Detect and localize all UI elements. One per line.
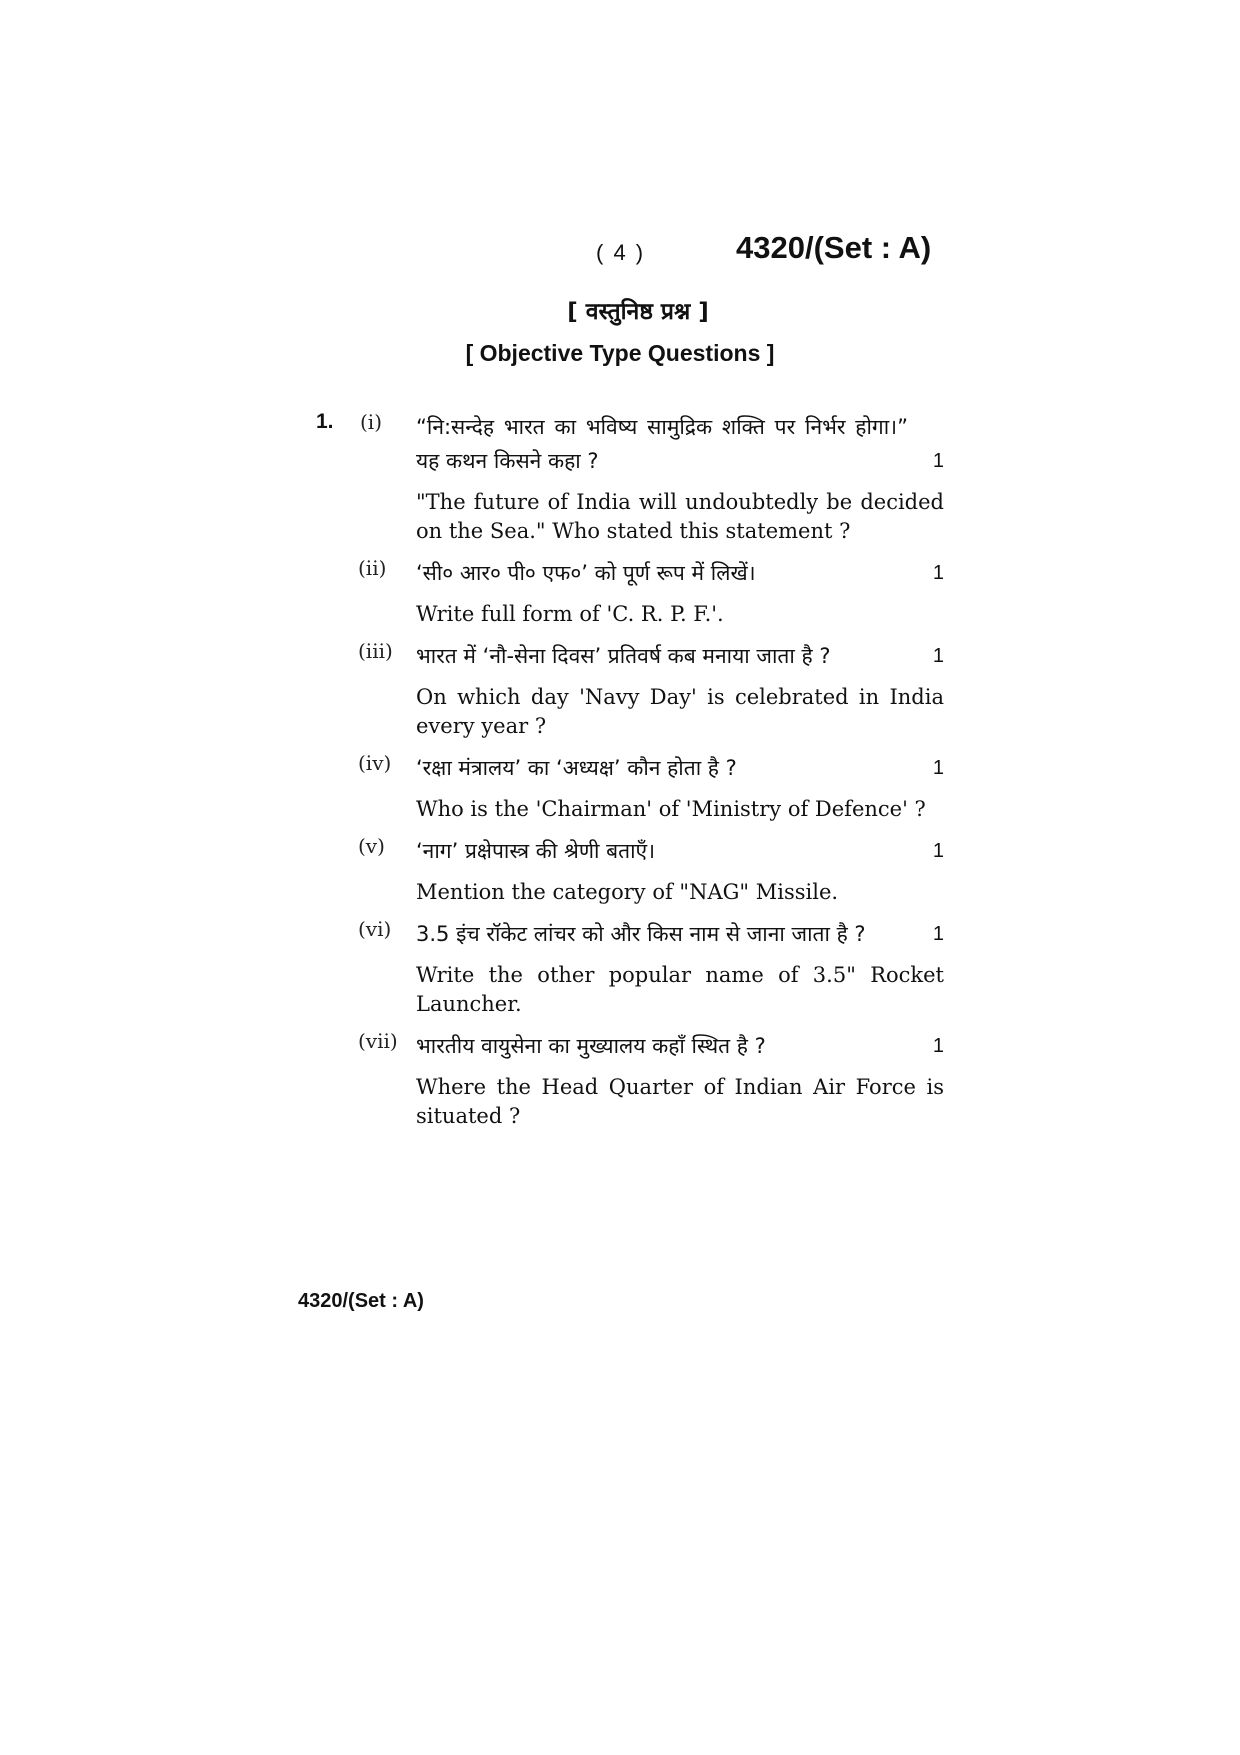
- question-text-hindi-content: ‘सी० आर० पी० एफ०’ को पूर्ण रूप में लिखें।: [416, 561, 756, 585]
- question-text-english: Write full form of 'C. R. P. F.'.: [416, 602, 724, 626]
- question-marks: 1: [932, 450, 944, 472]
- paper-code-footer: 4320/(Set : A): [298, 1290, 424, 1312]
- question-text-hindi-content: ‘नाग’ प्रक्षेपास्त्र की श्रेणी बताएँ।: [416, 839, 656, 863]
- page-number: ( 4 ): [596, 240, 646, 265]
- question-item: [316, 751, 944, 824]
- question-text-english: Where the Head Quarter of Indian Air Force is situated ?: [416, 1075, 944, 1128]
- paper-code-header: 4320/(Set : A): [736, 230, 932, 265]
- question-text-hindi-content: भारत में ‘नौ-सेना दिवस’ प्रतिवर्ष कब मनाया जाता है ?: [416, 644, 831, 668]
- question-text-hindi: [416, 410, 944, 478]
- question-text-hindi-content: भारतीय वायुसेना का मुख्यालय कहाँ स्थित है ?: [416, 1034, 766, 1058]
- question-label: (vii): [358, 1029, 398, 1053]
- question-label: (i): [360, 410, 383, 434]
- question-text-english: Write the other popular name of 3.5" Rocket Launcher.: [416, 963, 944, 1016]
- question-text-english: "The future of India will undoubtedly be decided on the Sea." Who stated this statement ?: [416, 490, 944, 543]
- question-text-english: Mention the category of "NAG" Missile.: [416, 880, 839, 904]
- question-text-english: Who is the 'Chairman' of 'Ministry of Defence' ?: [416, 797, 926, 821]
- section-title-hindi: [ वस्तुनिष्ठ प्रश्न ]: [567, 299, 709, 325]
- question-list: [316, 410, 944, 1141]
- question-text-hindi-content: “नि:सन्देह भारत का भविष्य सामुद्रिक शक्ति पर निर्भर होगा।” यह कथन किसने कहा ?: [416, 415, 908, 473]
- question-label: (ii): [358, 556, 387, 580]
- question-text-hindi: [416, 556, 944, 590]
- question-text-hindi-content: ‘रक्षा मंत्रालय’ का ‘अध्यक्ष’ कौन होता है ?: [416, 756, 737, 780]
- question-item: [316, 917, 944, 1019]
- question-label: (iv): [358, 751, 392, 775]
- question-text-hindi: [416, 639, 944, 673]
- question-text-hindi: [416, 751, 944, 785]
- question-label: (iii): [358, 639, 393, 663]
- question-marks: 1: [932, 840, 944, 862]
- question-label: (v): [358, 834, 385, 858]
- question-text-english: On which day 'Navy Day' is celebrated in India every year ?: [416, 685, 944, 738]
- question-number: 1.: [316, 410, 334, 433]
- question-marks: 1: [932, 923, 944, 945]
- question-text-hindi-content: 3.5 इंच रॉकेट लांचर को और किस नाम से जाना जाता है ?: [416, 922, 866, 946]
- question-marks: 1: [932, 562, 944, 584]
- question-label: (vi): [358, 917, 392, 941]
- question-marks: 1: [932, 757, 944, 779]
- question-item: [316, 639, 944, 741]
- question-text-hindi: [416, 834, 944, 868]
- question-marks: 1: [932, 645, 944, 667]
- question-item: [316, 1029, 944, 1131]
- question-marks: 1: [932, 1035, 944, 1057]
- section-title-english: [ Objective Type Questions ]: [465, 340, 775, 366]
- question-text-hindi: [416, 1029, 944, 1063]
- question-text-hindi: [416, 917, 944, 951]
- question-item: [316, 410, 944, 546]
- question-item: [316, 834, 944, 907]
- question-item: [316, 556, 944, 629]
